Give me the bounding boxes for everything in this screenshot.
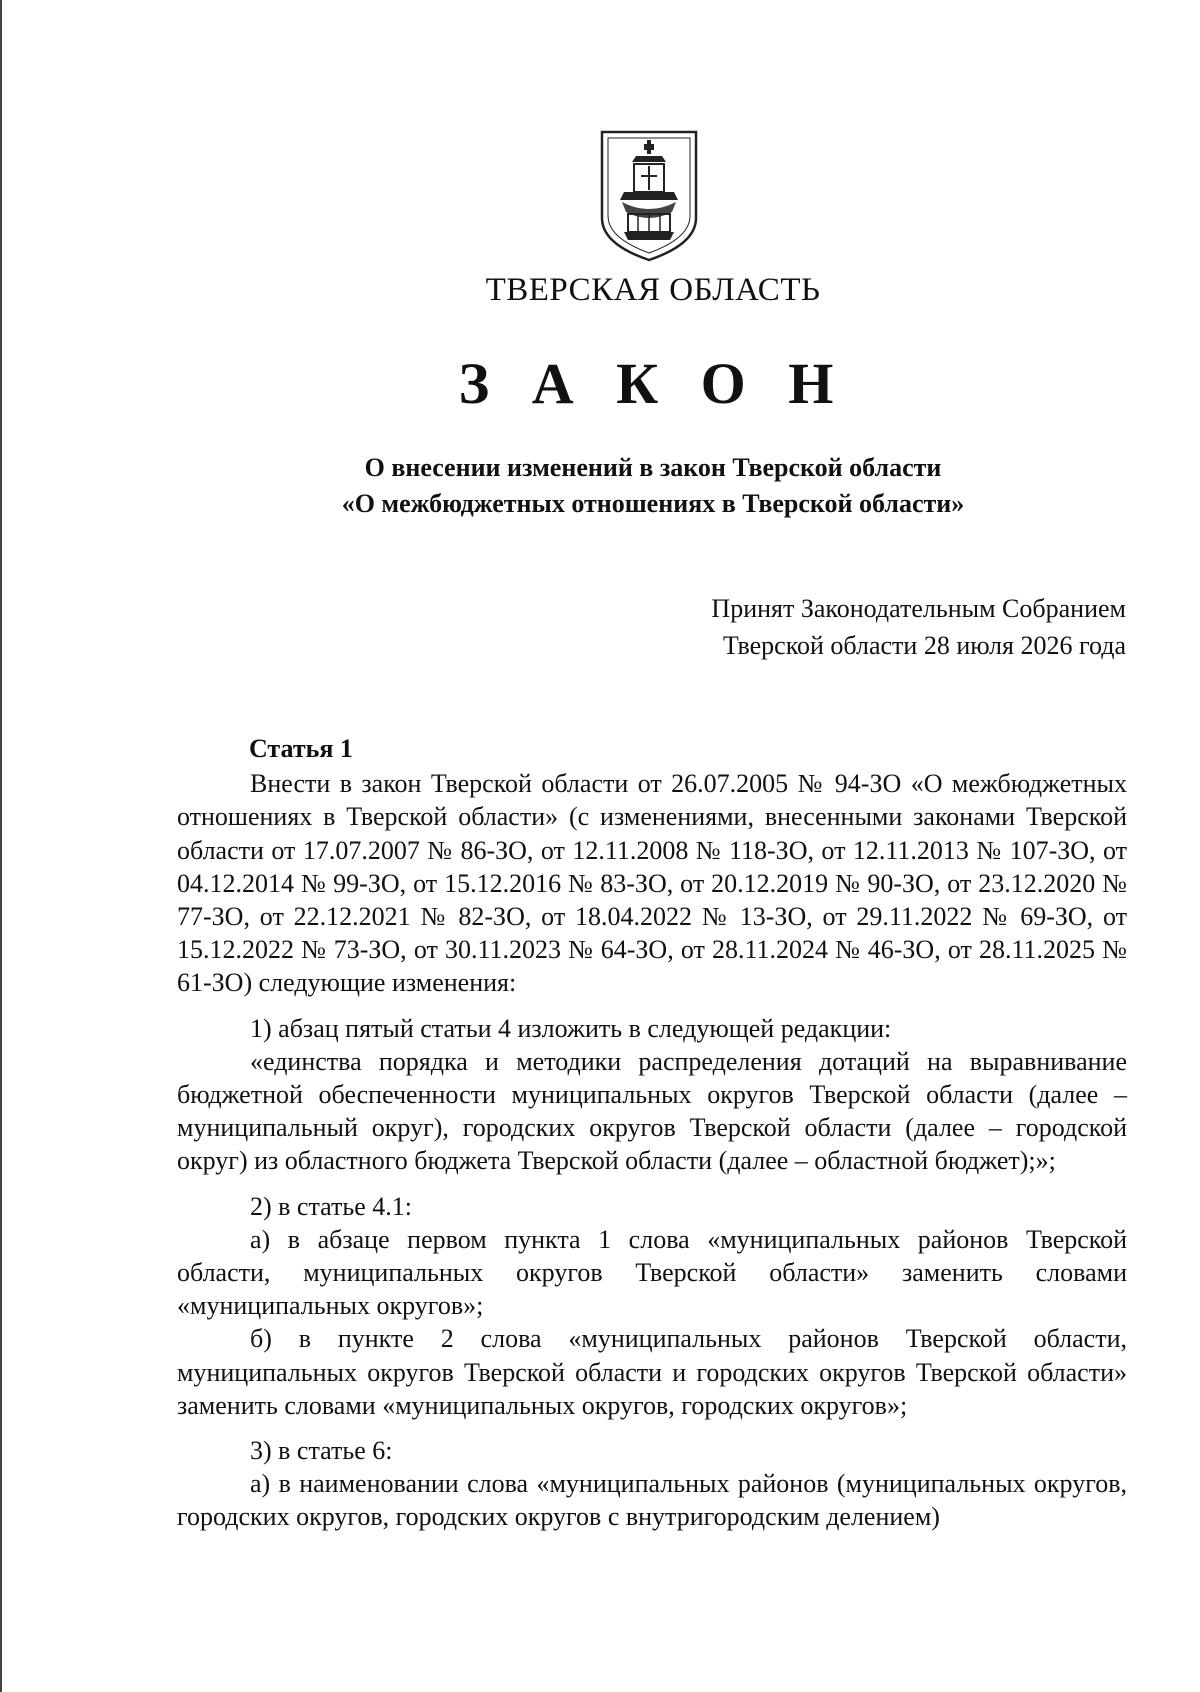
document-type: З А К О Н xyxy=(458,351,848,416)
adoption-note xyxy=(711,590,1126,664)
amendment-item-2: 2) в статье 4.1: xyxy=(250,1191,413,1221)
law-body xyxy=(177,732,1127,1534)
law-subject xyxy=(53,450,1200,522)
coat-of-arms-icon xyxy=(594,126,704,266)
article-title: Статья 1 xyxy=(249,734,353,763)
amendment-item-3: 3) в статье 6: xyxy=(250,1436,393,1466)
adoption-line-2: Тверской области 28 июля 2026 года xyxy=(722,631,1126,660)
amendment-item-1-text: «единства порядка и методики распределения дотаций на выравнивание бюджетной обеспеченности муниципальных округов Тверской области (далее – муниципальный округ), городских округов Тверской области (далее – городской округ) из областного бюджета Тверской области (далее – областной бюджет);»; xyxy=(177,1046,1127,1176)
law-subject-line-2: «О межбюджетных отношениях в Тверской области» xyxy=(341,489,965,518)
amendment-item-2b: б) в пункте 2 слова «муниципальных районов Тверской области, муниципальных округов Тверской области и городских округов Тверской области» заменить словами «муниципальных округов, городских округов»; xyxy=(177,1324,1127,1420)
region-name: ТВЕРСКАЯ ОБЛАСТЬ xyxy=(485,272,821,308)
amendment-item-1: 1) абзац пятый статьи 4 изложить в следующей редакции: xyxy=(250,1013,892,1043)
adoption-line-1: Принят Законодательным Собранием xyxy=(711,594,1126,623)
law-subject-line-1: О внесении изменений в закон Тверской области xyxy=(364,453,942,482)
article-intro: Внести в закон Тверской области от 26.07.2005 № 94-ЗО «О межбюджетных отношениях в Тверской области» (с изменениями, внесенными законами Тверской области от 17.07.2007 № 86-ЗО, от 12.11.2008 № 118-ЗО, от 12.11.2013 № 107-ЗО, от 04.12.2014 № 99-ЗО, от 15.12.2016 № 83-ЗО, от 20.12.2019 № 90-ЗО, от 23.12.2020 № 77-ЗО, от 22.12.2021 № 82-ЗО, от 18.04.2022 № 13-ЗО, от 29.11.2022 № 69-ЗО, от 15.12.2022 № 73-ЗО, от 30.11.2023 № 64-ЗО, от 28.11.2024 № 46-ЗО, от 28.11.2025 № 61-ЗО) следующие изменения: xyxy=(177,769,1127,998)
amendment-item-3a: а) в наименовании слова «муниципальных районов (муниципальных округов, городских округов, городских округов с внутригородским делением) xyxy=(177,1469,1127,1532)
amendment-item-2a: а) в абзаце первом пункта 1 слова «муниципальных районов Тверской области, муниципальных округов Тверской области» заменить словами «муниципальных округов»; xyxy=(177,1224,1127,1321)
